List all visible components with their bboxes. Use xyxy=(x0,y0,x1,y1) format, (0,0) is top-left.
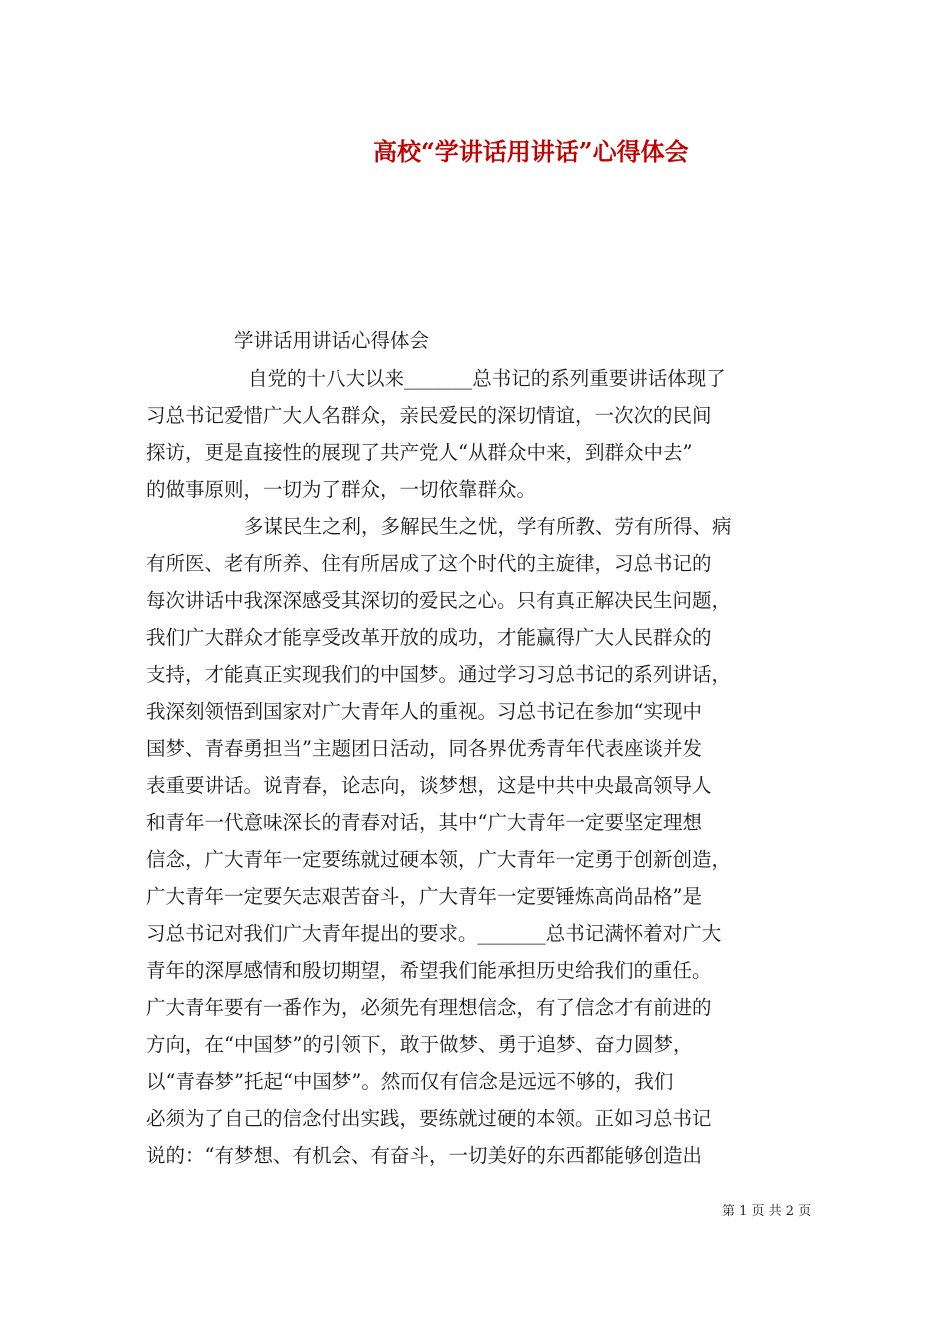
document-title: 高校“学讲话用讲话”心得体会 xyxy=(373,137,689,166)
paragraph-line: 我深刻领悟到国家对广大青年人的重视。习总书记在参加“实现中 xyxy=(146,700,702,723)
paragraph-line: 方向，在“中国梦”的引领下，敢于做梦、勇于追梦、奋力圆梦， xyxy=(146,1033,693,1056)
paragraph-line: 和青年一代意味深长的青春对话，其中“广大青年一定要坚定理想 xyxy=(146,811,702,834)
paragraph-line: 探访，更是直接性的展现了共产党人“从群众中来，到群众中去” xyxy=(146,441,693,464)
paragraph-line: 支持，才能真正实现我们的中国梦。通过学习习总书记的系列讲话， xyxy=(146,663,732,686)
page-footer: 第 1 页 共 2 页 xyxy=(722,1204,812,1219)
paragraph-line: 信念，广大青年一定要练就过硬本领，广大青年一定勇于创新创造， xyxy=(146,848,732,871)
paragraph-line: 表重要讲话。说青春，论志向，谈梦想，这是中共中央最高领导人 xyxy=(146,774,712,797)
paragraph-line: 有所医、老有所养、住有所居成了这个时代的主旋律，习总书记的 xyxy=(146,552,712,575)
paragraph-line: 说的：“有梦想、有机会、有奋斗，一切美好的东西都能够创造出 xyxy=(146,1144,702,1167)
paragraph-line: 的做事原则，一切为了群众，一切依靠群众。 xyxy=(146,478,537,501)
paragraph-line: 以“青春梦”托起“中国梦”。然而仅有信念是远远不够的，我们 xyxy=(146,1070,674,1093)
paragraph-line: 必须为了自己的信念付出实践，要练就过硬的本领。正如习总书记 xyxy=(146,1107,712,1130)
document-subtitle: 学讲话用讲话心得体会 xyxy=(234,329,430,352)
paragraph-line: 每次讲话中我深深感受其深切的爱民之心。只有真正解决民生问题， xyxy=(146,589,732,612)
paragraph-line: 多谋民生之利，多解民生之忧，学有所教、劳有所得、病 xyxy=(244,515,732,538)
paragraph-line: 我们广大群众才能享受改革开放的成功，才能赢得广大人民群众的 xyxy=(146,626,712,649)
paragraph-line: 习总书记爱惜广大人名群众，亲民爱民的深切情谊，一次次的民间 xyxy=(146,404,712,427)
paragraph-line: 青年的深厚感情和殷切期望，希望我们能承担历史给我们的重任。 xyxy=(146,959,712,982)
paragraph-line: 习总书记对我们广大青年提出的要求。_______总书记满怀着对广大 xyxy=(146,922,722,945)
paragraph-line: 广大青年一定要矢志艰苦奋斗，广大青年一定要锤炼高尚品格”是 xyxy=(146,885,702,908)
paragraph-line: 自党的十八大以来_______总书记的系列重要讲话体现了 xyxy=(248,367,726,390)
paragraph-line: 广大青年要有一番作为，必须先有理想信念，有了信念才有前进的 xyxy=(146,996,712,1019)
paragraph-line: 国梦、青春勇担当”主题团日活动，同各界优秀青年代表座谈并发 xyxy=(146,737,702,760)
